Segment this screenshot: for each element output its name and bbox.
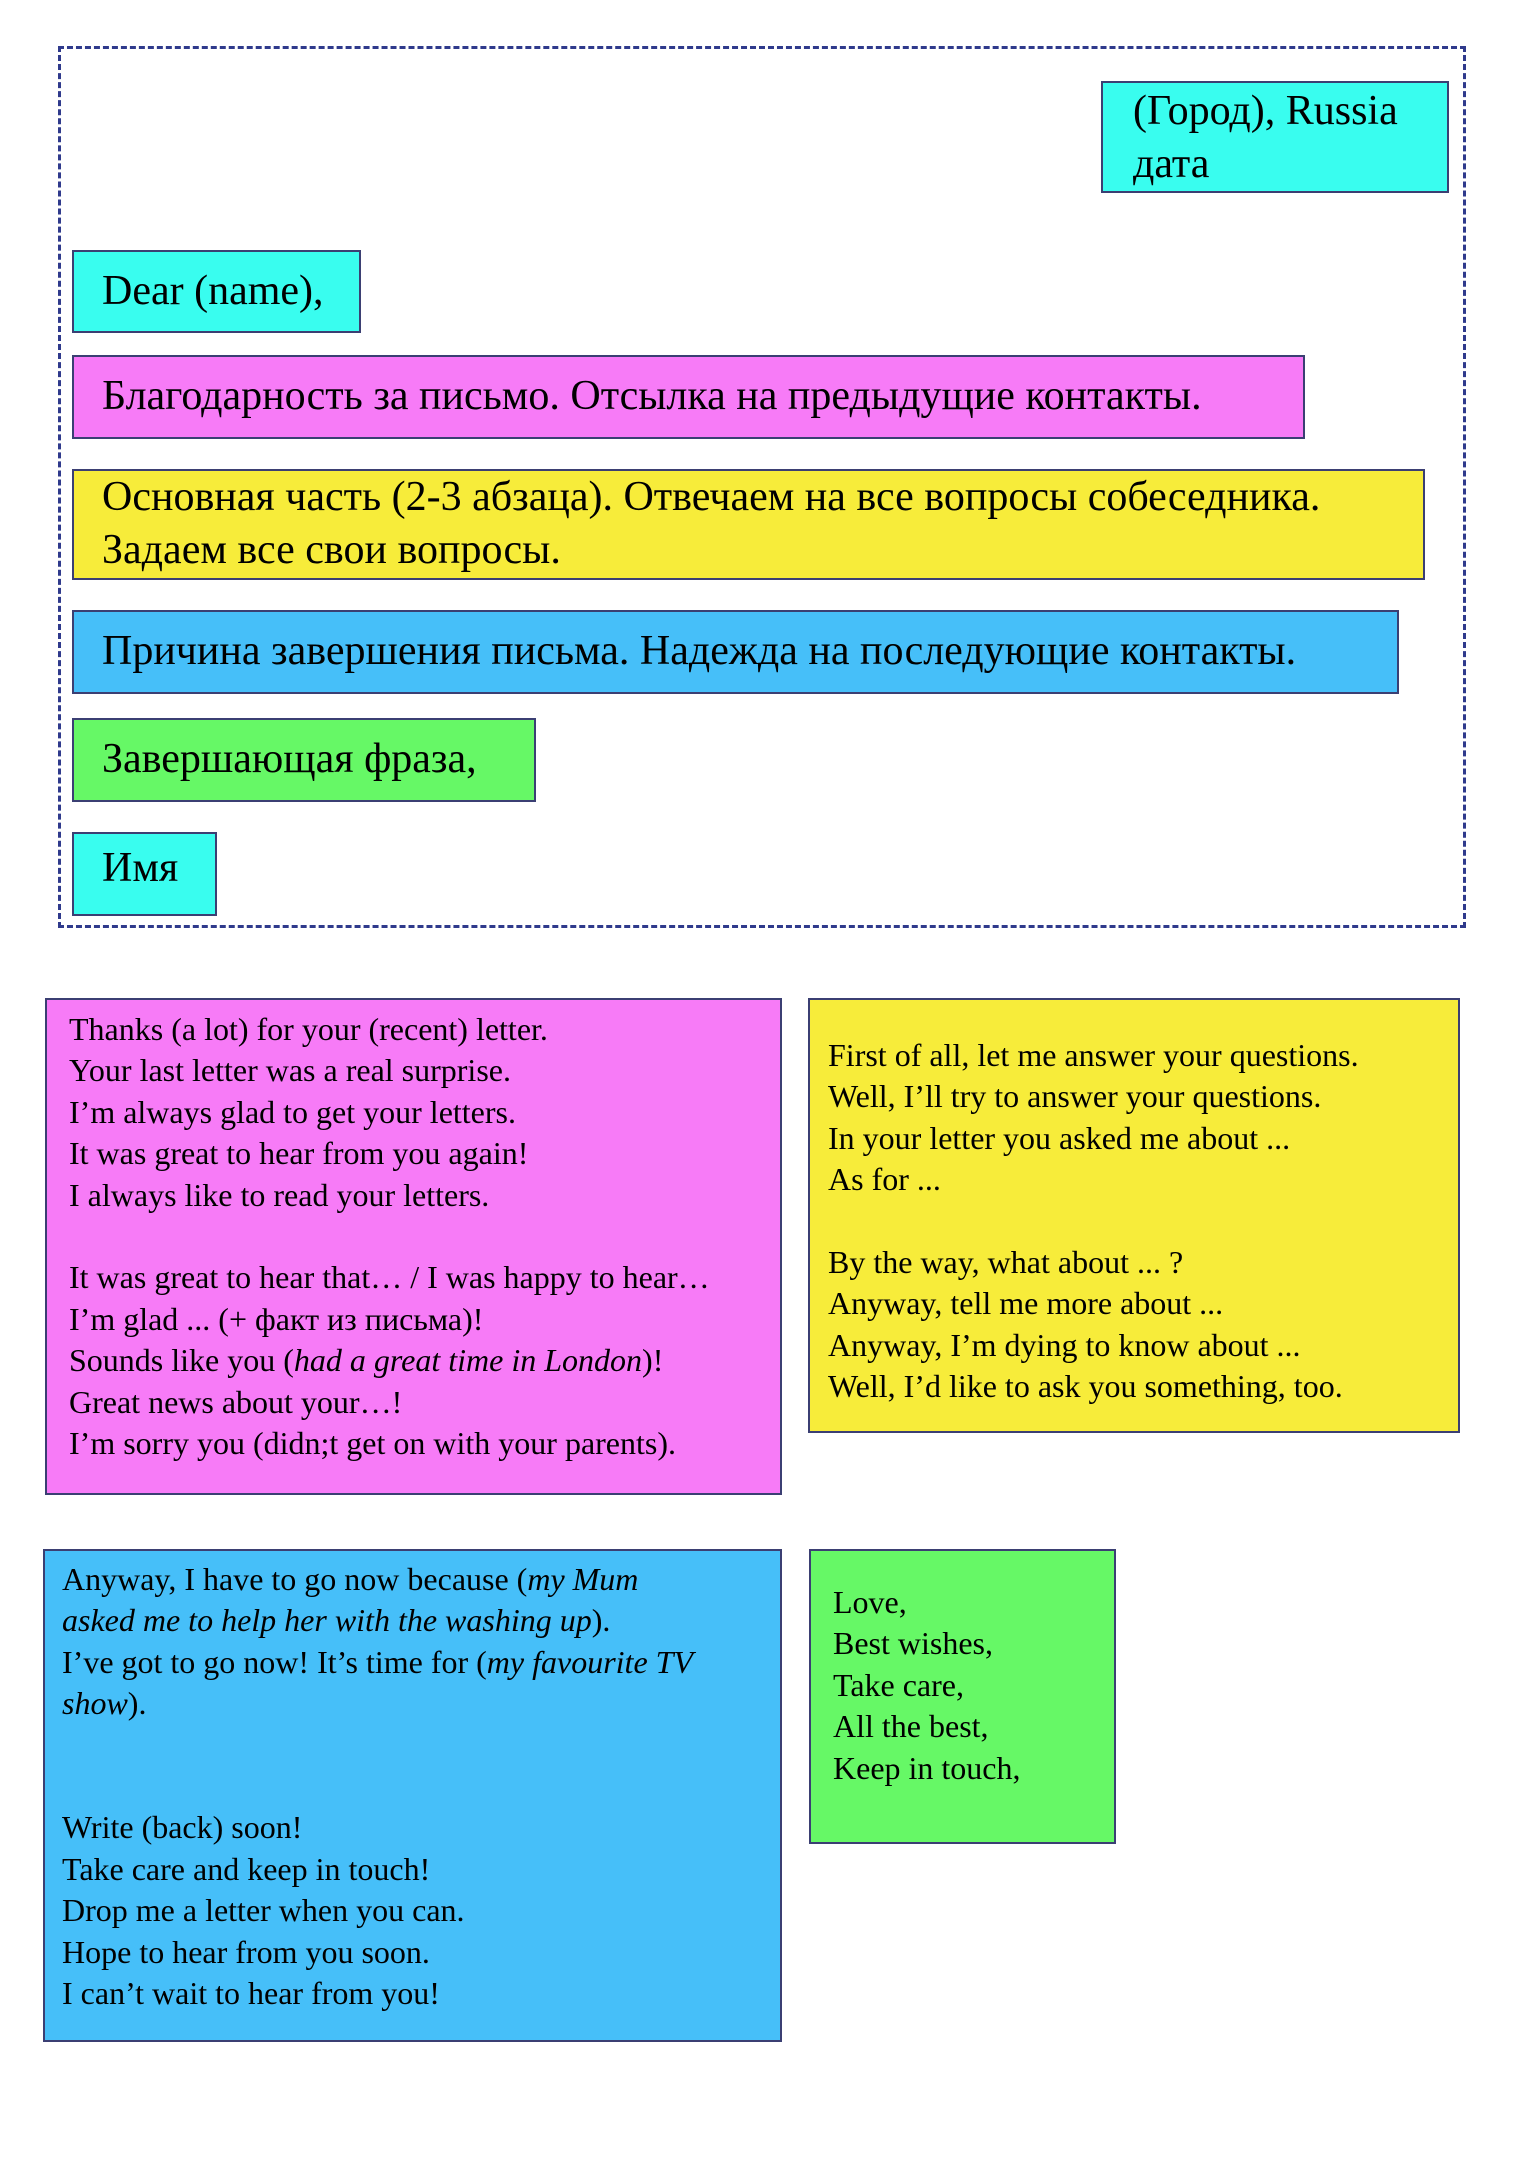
phrase-line: Thanks (a lot) for your (recent) letter. [69,1011,548,1047]
phrase-line: Anyway, tell me more about ... [828,1285,1224,1322]
phrase-example: my favourite TV [486,1643,693,1680]
phrase-line: I’m always glad to get your letters. [69,1093,516,1130]
phrase-line: Anyway, I’m dying to know about ... [828,1326,1301,1363]
phrase-line [62,1600,763,1641]
phrase-line [62,1642,763,1683]
phrase-example: had a great time in London [293,1342,643,1379]
phrase-text: Sounds like you ( [69,1342,294,1379]
blank-line [62,1766,763,1807]
ending-phrases-box [43,1549,782,2042]
phrase-example: my Mum [527,1561,639,1597]
phrase-line: All the best, [833,1708,989,1745]
phrase-example: show [62,1685,128,1722]
phrase-line [69,1340,758,1381]
closing-reason-box [72,610,1399,694]
phrase-line [62,1559,763,1600]
phrase-line: Drop me a letter when you can. [62,1892,465,1929]
phrase-line: It was great to hear that… / I was happy to hear… [69,1259,710,1296]
intro-box [72,355,1305,439]
phrase-text: ). [591,1602,611,1639]
phrase-line [62,1683,763,1724]
phrase-line: I’m glad ... (+ факт из письма)! [69,1300,484,1337]
closing-phrase-box [72,718,536,802]
closing-phrase-text: Завершающая фраза, [102,736,477,782]
address-date-box [1101,81,1449,193]
question-phrases-box [808,998,1460,1433]
phrase-line: In your letter you asked me about ... [828,1119,1291,1156]
phrase-line: As for ... [828,1161,941,1198]
phrase-line: Hope to hear from you soon. [62,1933,430,1970]
main-part-line-2: Задаем все свои вопросы. [102,527,561,573]
opening-phrases-box [45,998,782,1495]
blank-line [62,1725,763,1766]
phrase-line: Best wishes, [833,1625,993,1662]
phrase-line: Write (back) soon! [62,1809,303,1846]
phrase-line: Great news about your…! [69,1383,403,1420]
signoff-phrases-box [809,1549,1116,1844]
phrase-text: )! [642,1342,664,1379]
phrase-line: I can’t wait to hear from you! [62,1975,440,2012]
closing-reason-text: Причина завершения письма. Надежда на последующие контакты. [102,628,1297,674]
greeting-box [72,250,361,333]
phrase-line: Keep in touch, [833,1749,1021,1786]
phrase-line: Well, I’d like to ask you something, too. [828,1368,1343,1405]
intro-text: Благодарность за письмо. Отсылка на предыдущие контакты. [102,373,1202,419]
phrase-line: It was great to hear from you again! [69,1135,529,1172]
phrase-text: Anyway, I have to go now because ( [62,1561,528,1597]
phrase-line: Well, I’ll try to answer your questions. [828,1078,1322,1115]
main-part-line-1: Основная часть (2-3 абзаца). Отвечаем на все вопросы собеседника. [102,474,1321,520]
phrase-line: Love, [833,1584,907,1620]
phrase-text: ). [127,1685,147,1722]
main-part-box [72,469,1425,580]
date-line: дата [1133,141,1210,187]
city-line: (Город), Russia [1133,88,1398,134]
greeting-text: Dear (name), [102,268,324,314]
phrase-text: I’ve got to go now! It’s time for ( [62,1643,487,1680]
phrase-line: Take care, [833,1666,964,1703]
blank-line [69,1216,758,1257]
phrase-line: By the way, what about ... ? [828,1244,1184,1281]
phrase-line: I always like to read your letters. [69,1176,490,1213]
phrase-line: Your last letter was a real surprise. [69,1052,511,1089]
phrase-line: Take care and keep in touch! [62,1850,431,1887]
name-text: Имя [102,845,179,891]
phrase-line: I’m sorry you (didn;t get on with your parents). [69,1425,676,1462]
blank-line [828,1201,1440,1242]
name-box [72,832,217,916]
phrase-line: First of all, let me answer your questions. [828,1037,1359,1073]
phrase-example: asked me to help her with the washing up [62,1602,592,1639]
